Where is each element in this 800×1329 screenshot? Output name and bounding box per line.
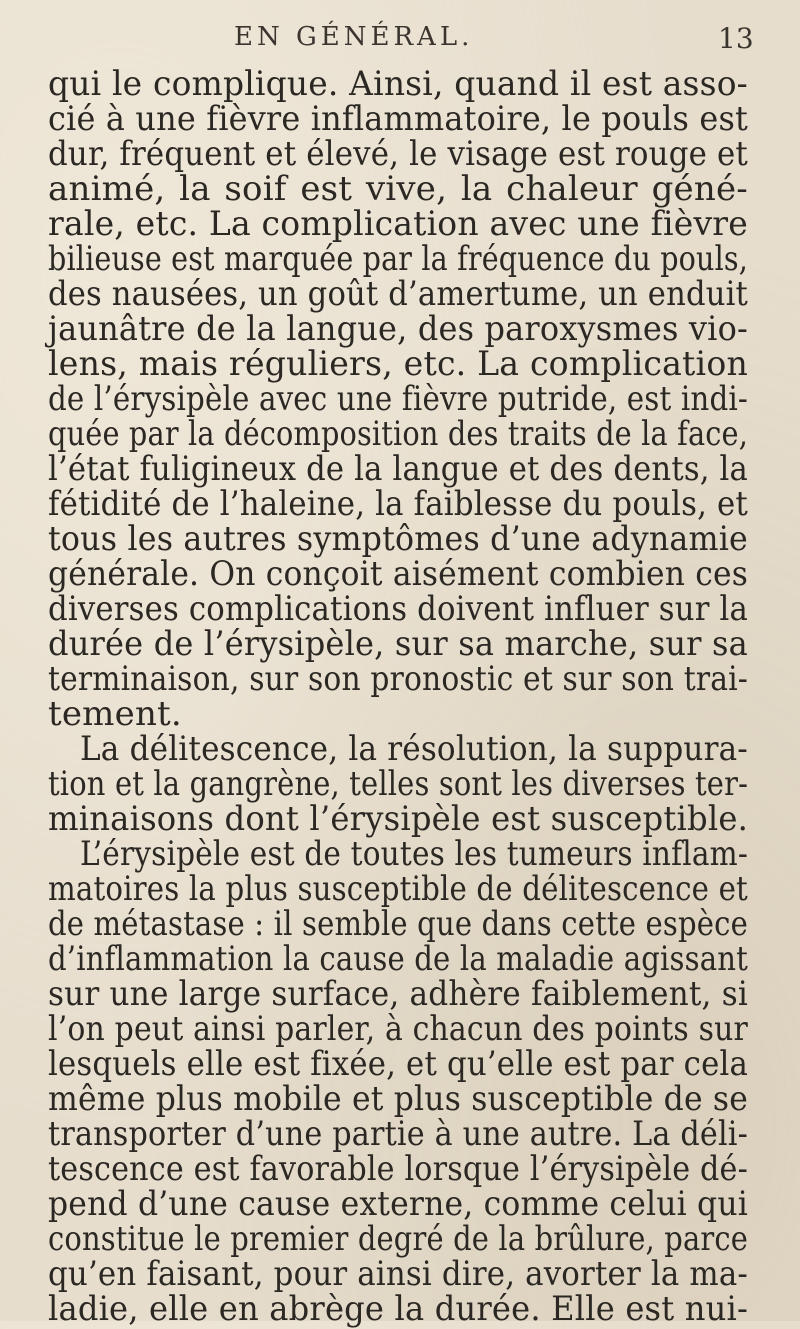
running-title: EN GÉNÉRAL.: [234, 22, 474, 52]
text-line: ladie, elle en abrège la durée. Elle est nui-: [48, 1289, 749, 1329]
text-line: tous les autres symptômes d’une adynamie: [48, 519, 748, 559]
text-line: quée par la décomposition des traits de la face,: [48, 414, 749, 454]
text-line: animé, la soif est vive, la chaleur géné-: [48, 169, 748, 209]
text-line: jaunâtre de la langue, des paroxysmes vio-: [48, 309, 749, 349]
text-line: tement.: [48, 694, 182, 734]
text-line: sur une large surface, adhère faiblement, si: [48, 974, 748, 1014]
text-line: l’état fuligineux de la langue et des dents, la: [48, 449, 748, 489]
text-line: terminaison, sur son pronostic et sur son trai-: [48, 659, 749, 699]
text-line: L’érysipèle est de toutes les tumeurs inflam-: [80, 834, 749, 874]
text-line: l’on peut ainsi parler, à chacun des points sur: [48, 1009, 748, 1049]
text-line: lens, mais réguliers, etc. La complication: [48, 344, 748, 384]
text-line: même plus mobile et plus susceptible de se: [48, 1079, 749, 1119]
text-line: transporter d’une partie à une autre. La déli-: [48, 1114, 749, 1154]
text-line: tescence est favorable lorsque l’érysipèle dé-: [48, 1149, 748, 1189]
text-line: pend d’une cause externe, comme celui qui: [48, 1184, 748, 1224]
text-line: La délitescence, la résolution, la suppura-: [80, 729, 748, 769]
text-line: rale, etc. La complication avec une fièvre: [48, 204, 748, 244]
text-line: matoires la plus susceptible de délitescence et: [48, 869, 748, 909]
text-line: lesquels elle est fixée, et qu’elle est par cela: [48, 1044, 749, 1084]
text-line: de l’érysipèle avec une fièvre putride, est indi-: [48, 379, 748, 419]
text-line: qu’en faisant, pour ainsi dire, avorter la ma-: [48, 1254, 748, 1294]
text-line: d’inflammation la cause de la maladie agissant: [48, 939, 749, 979]
text-line: de métastase : il semble que dans cette espèce: [48, 904, 748, 944]
text-line: cié à une fièvre inflammatoire, le pouls est: [48, 99, 749, 139]
text-line: minaisons dont l’érysipèle est susceptible.: [48, 799, 749, 839]
running-head: [0, 22, 800, 58]
text-line: constitue le premier degré de la brûlure, parce: [48, 1219, 748, 1259]
text-line: durée de l’érysipèle, sur sa marche, sur sa: [48, 624, 748, 664]
text-line: fétidité de l’haleine, la faiblesse du pouls, et: [48, 484, 749, 524]
text-line: diverses complications doivent influer sur la: [48, 589, 749, 629]
text-line: tion et la gangrène, telles sont les diverses ter-: [48, 764, 749, 804]
text-line: bilieuse est marquée par la fréquence du pouls,: [48, 239, 748, 279]
text-line: des nausées, un goût d’amertume, un enduit: [48, 274, 749, 314]
text-line: générale. On conçoit aisément combien ces: [48, 554, 748, 594]
text-line: dur, fréquent et élevé, le visage est rouge et: [48, 134, 749, 174]
page-number: 13: [718, 22, 754, 55]
text-line: qui le complique. Ainsi, quand il est asso-: [48, 64, 748, 104]
